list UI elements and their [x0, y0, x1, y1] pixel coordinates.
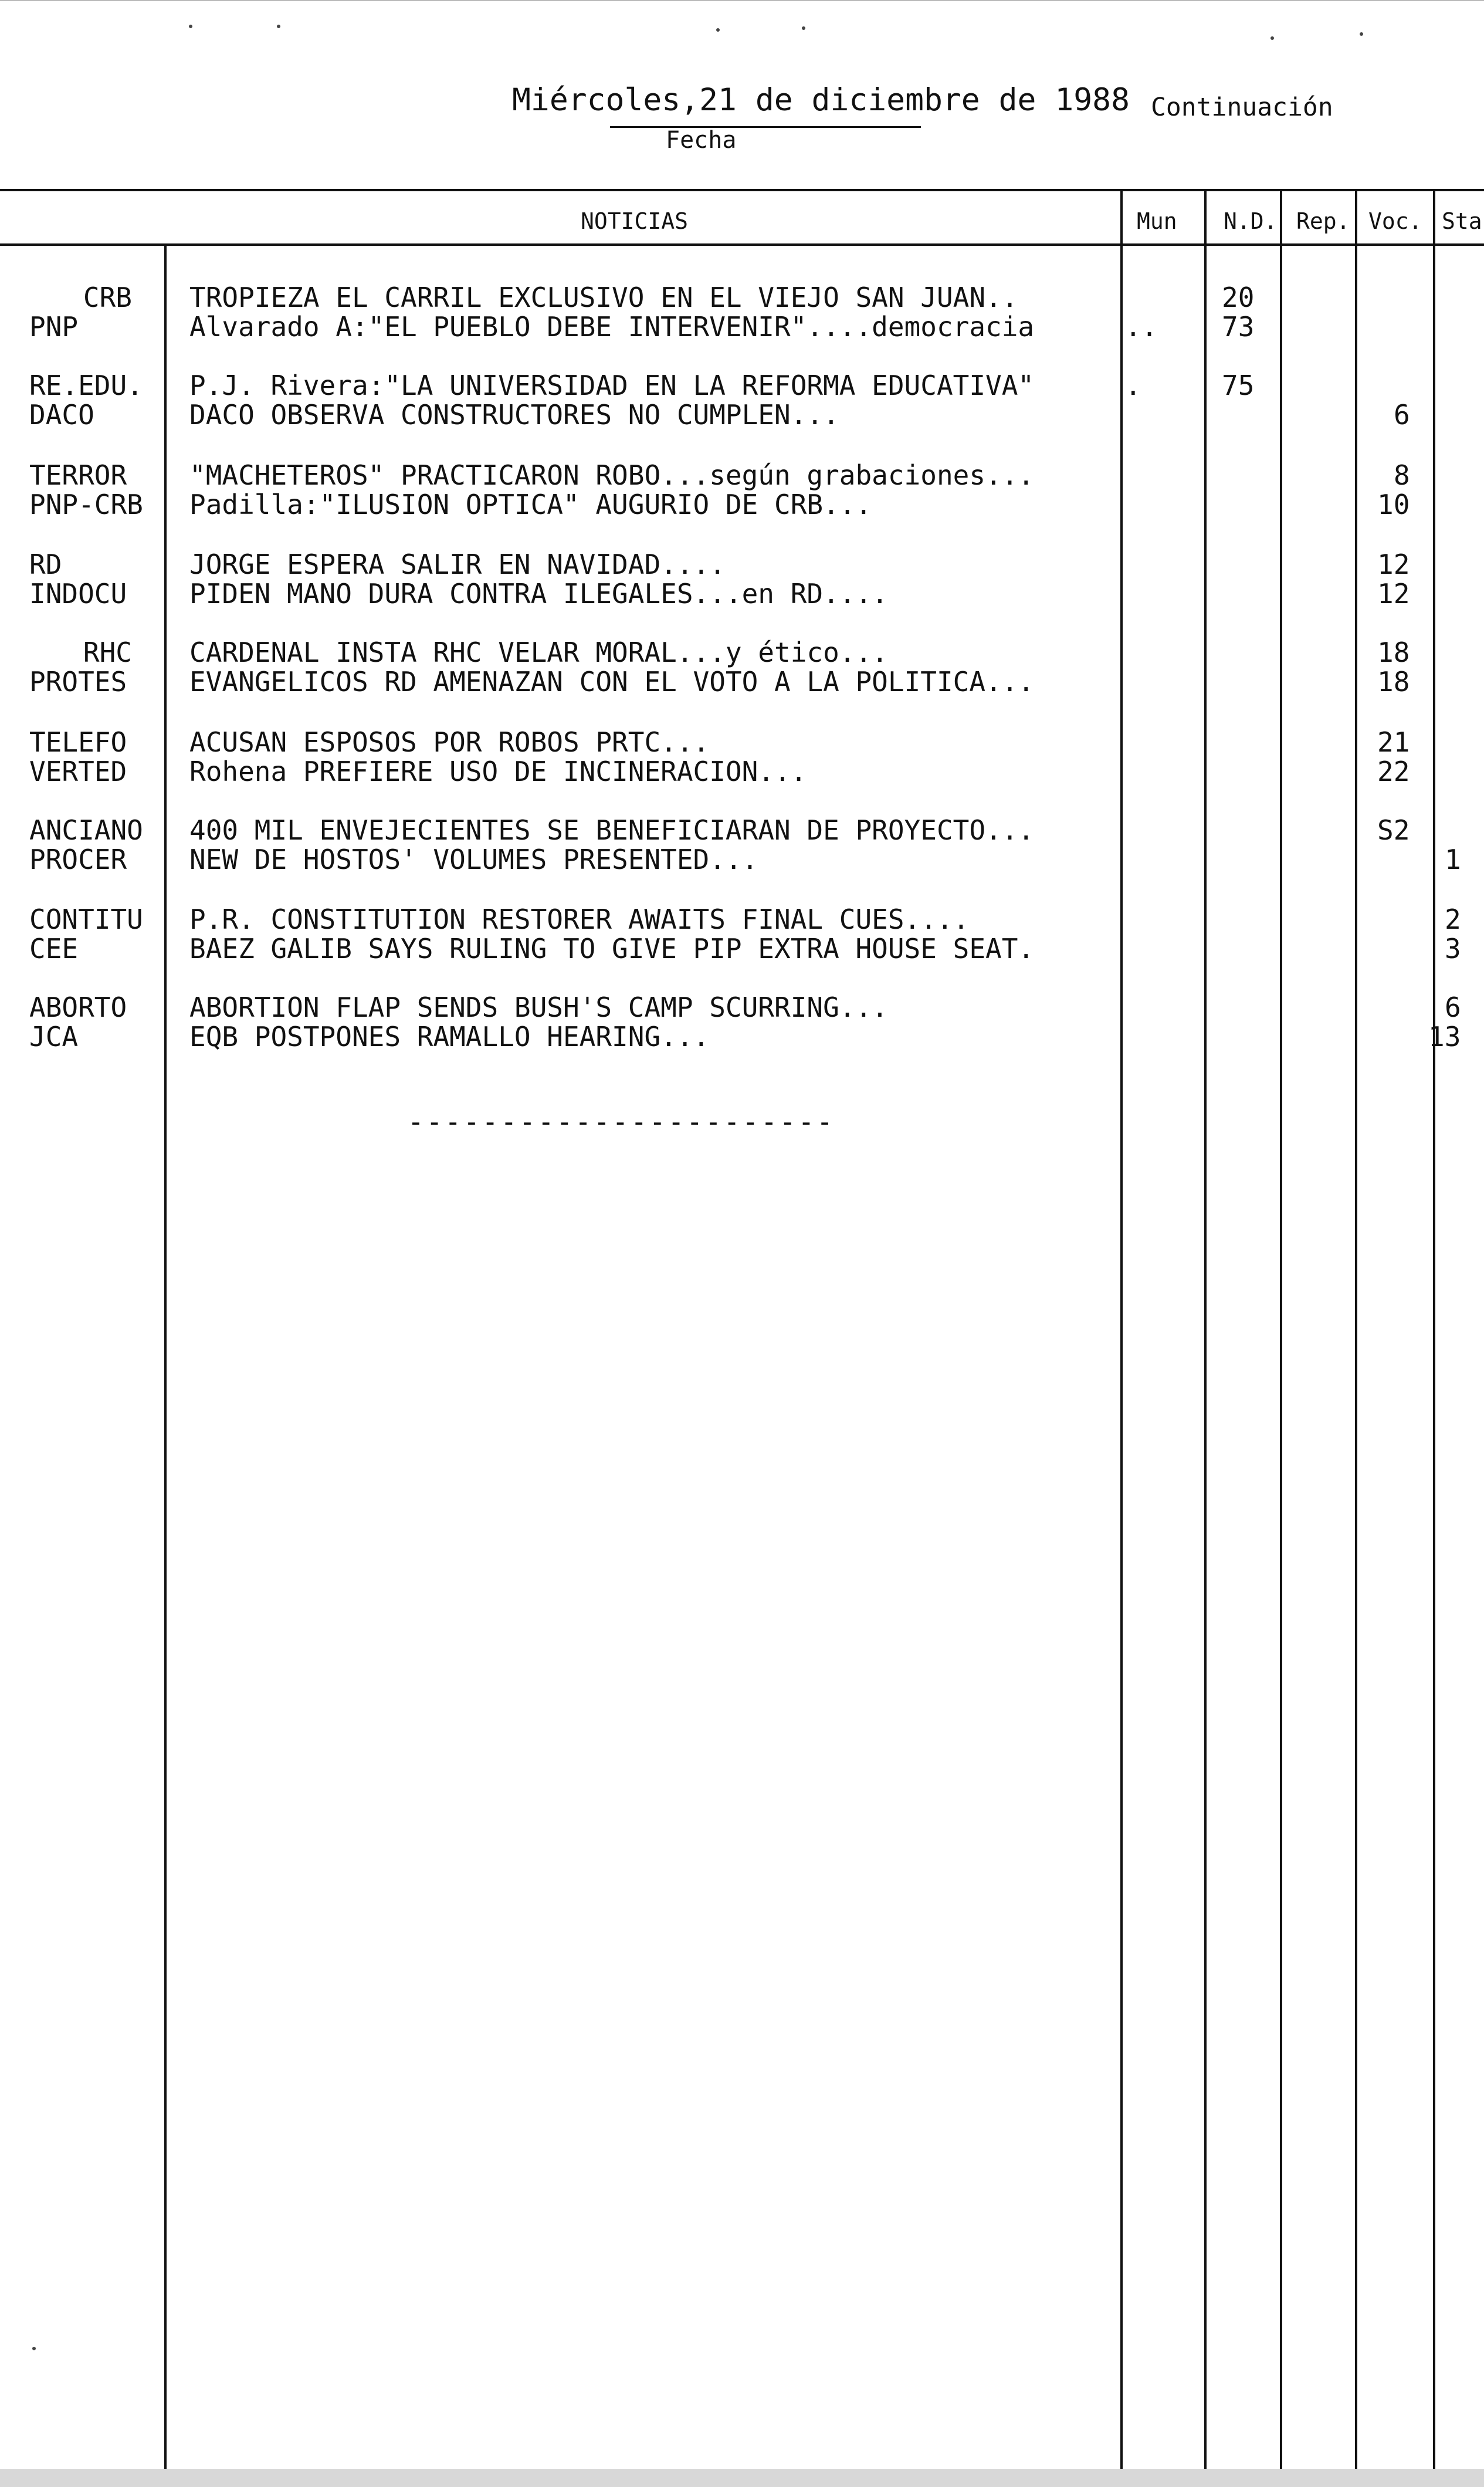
row-tag: CEE — [29, 933, 79, 965]
row-headline: TROPIEZA EL CARRIL EXCLUSIVO EN EL VIEJO SAN JUAN.. — [189, 282, 1018, 313]
header-voc: Voc. — [1368, 208, 1422, 234]
row-headline: BAEZ GALIB SAYS RULING TO GIVE PIP EXTRA HOUSE SEAT. — [189, 933, 1035, 965]
footer-rule: ----------------------- — [408, 1106, 835, 1138]
row-tag: RHC — [83, 637, 132, 668]
row-tag: DACO — [29, 399, 94, 431]
row-tag: PROCER — [29, 844, 127, 875]
row-mun-value: . — [1125, 370, 1141, 401]
col-divider-voc — [1355, 189, 1357, 2469]
row-headline: P.R. CONSTITUTION RESTORER AWAITS FINAL CUES.... — [189, 904, 970, 935]
speck — [716, 28, 720, 32]
header-noticias: NOTICIAS — [581, 208, 689, 234]
row-headline: Rohena PREFIERE USO DE INCINERACION... — [189, 756, 807, 787]
row-voc-value: 18 — [1377, 637, 1410, 668]
row-tag: CRB — [83, 282, 132, 313]
top-rule — [0, 0, 1484, 1]
row-tag: INDOCU — [29, 578, 127, 610]
row-headline: EVANGELICOS RD AMENAZAN CON EL VOTO A LA POLITICA... — [189, 666, 1035, 698]
speck — [802, 26, 805, 30]
speck — [189, 25, 192, 28]
speck — [32, 2347, 36, 2350]
row-tag: ANCIANO — [29, 814, 143, 846]
row-headline: "MACHETEROS" PRACTICARON ROBO...según grabaciones... — [189, 459, 1035, 491]
header-mun: Mun — [1137, 208, 1177, 234]
row-tag: CONTITU — [29, 904, 143, 935]
row-headline: P.J. Rivera:"LA UNIVERSIDAD EN LA REFORMA EDUCATIVA" — [189, 370, 1035, 401]
row-sta-value: 3 — [1445, 933, 1461, 965]
row-voc-value: 6 — [1394, 399, 1410, 431]
row-sta-value: 1 — [1445, 844, 1461, 875]
continuation-label: Continuación — [1151, 93, 1333, 122]
row-voc-value: 22 — [1377, 756, 1410, 787]
row-tag: TELEFO — [29, 726, 127, 758]
row-tag: VERTED — [29, 756, 127, 787]
row-headline: 400 MIL ENVEJECIENTES SE BENEFICIARAN DE PROYECTO... — [189, 814, 1035, 846]
speck — [1360, 32, 1363, 36]
row-nd-value: 20 — [1222, 282, 1255, 313]
row-sta-value: 13 — [1428, 1021, 1461, 1053]
row-headline: CARDENAL INSTA RHC VELAR MORAL...y ético... — [189, 637, 888, 668]
row-headline: Padilla:"ILUSION OPTICA" AUGURIO DE CRB... — [189, 489, 872, 520]
fecha-underline — [610, 126, 921, 128]
row-tag: RD — [29, 549, 62, 580]
row-headline: NEW DE HOSTOS' VOLUMES PRESENTED... — [189, 844, 758, 875]
row-headline: DACO OBSERVA CONSTRUCTORES NO CUMPLEN... — [189, 399, 839, 431]
row-headline: Alvarado A:"EL PUEBLO DEBE INTERVENIR"....democracia — [189, 311, 1035, 343]
row-headline: ABORTION FLAP SENDS BUSH'S CAMP SCURRING... — [189, 992, 888, 1023]
row-voc-value: 18 — [1377, 666, 1410, 698]
row-mun-value: .. — [1125, 311, 1158, 343]
row-nd-value: 73 — [1222, 311, 1255, 343]
row-tag: TERROR — [29, 459, 127, 491]
header-nd: N.D. — [1224, 208, 1278, 234]
col-divider-rep — [1280, 189, 1282, 2469]
row-voc-value: S2 — [1377, 814, 1410, 846]
row-tag: PROTES — [29, 666, 127, 698]
col-divider-sta — [1433, 189, 1435, 2469]
col-divider-nd — [1204, 189, 1207, 2469]
row-tag: RE.EDU. — [29, 370, 143, 401]
row-headline: JORGE ESPERA SALIR EN NAVIDAD.... — [189, 549, 726, 580]
row-headline: EQB POSTPONES RAMALLO HEARING... — [189, 1021, 710, 1053]
row-voc-value: 21 — [1377, 726, 1410, 758]
header-sta: Sta — [1442, 208, 1482, 234]
col-divider-tag — [164, 245, 167, 2469]
speck — [1270, 36, 1274, 40]
row-voc-value: 8 — [1394, 459, 1410, 491]
col-divider-mun — [1120, 189, 1123, 2469]
table-top-rule — [0, 189, 1484, 191]
row-headline: ACUSAN ESPOSOS POR ROBOS PRTC... — [189, 726, 710, 758]
row-tag: JCA — [29, 1021, 79, 1053]
row-sta-value: 6 — [1445, 992, 1461, 1023]
row-voc-value: 10 — [1377, 489, 1410, 520]
row-sta-value: 2 — [1445, 904, 1461, 935]
table-header-rule — [0, 243, 1484, 246]
date-heading: Miércoles,21 de diciembre de 1988 — [512, 82, 1130, 118]
row-tag: ABORTO — [29, 992, 127, 1023]
row-nd-value: 75 — [1222, 370, 1255, 401]
row-voc-value: 12 — [1377, 578, 1410, 610]
row-tag: PNP-CRB — [29, 489, 143, 520]
speck — [277, 25, 280, 28]
row-tag: PNP — [29, 311, 79, 343]
row-voc-value: 12 — [1377, 549, 1410, 580]
fecha-label: Fecha — [666, 127, 737, 154]
scan-edge — [0, 2469, 1484, 2487]
header-rep: Rep. — [1296, 208, 1350, 234]
row-headline: PIDEN MANO DURA CONTRA ILEGALES...en RD.... — [189, 578, 888, 610]
